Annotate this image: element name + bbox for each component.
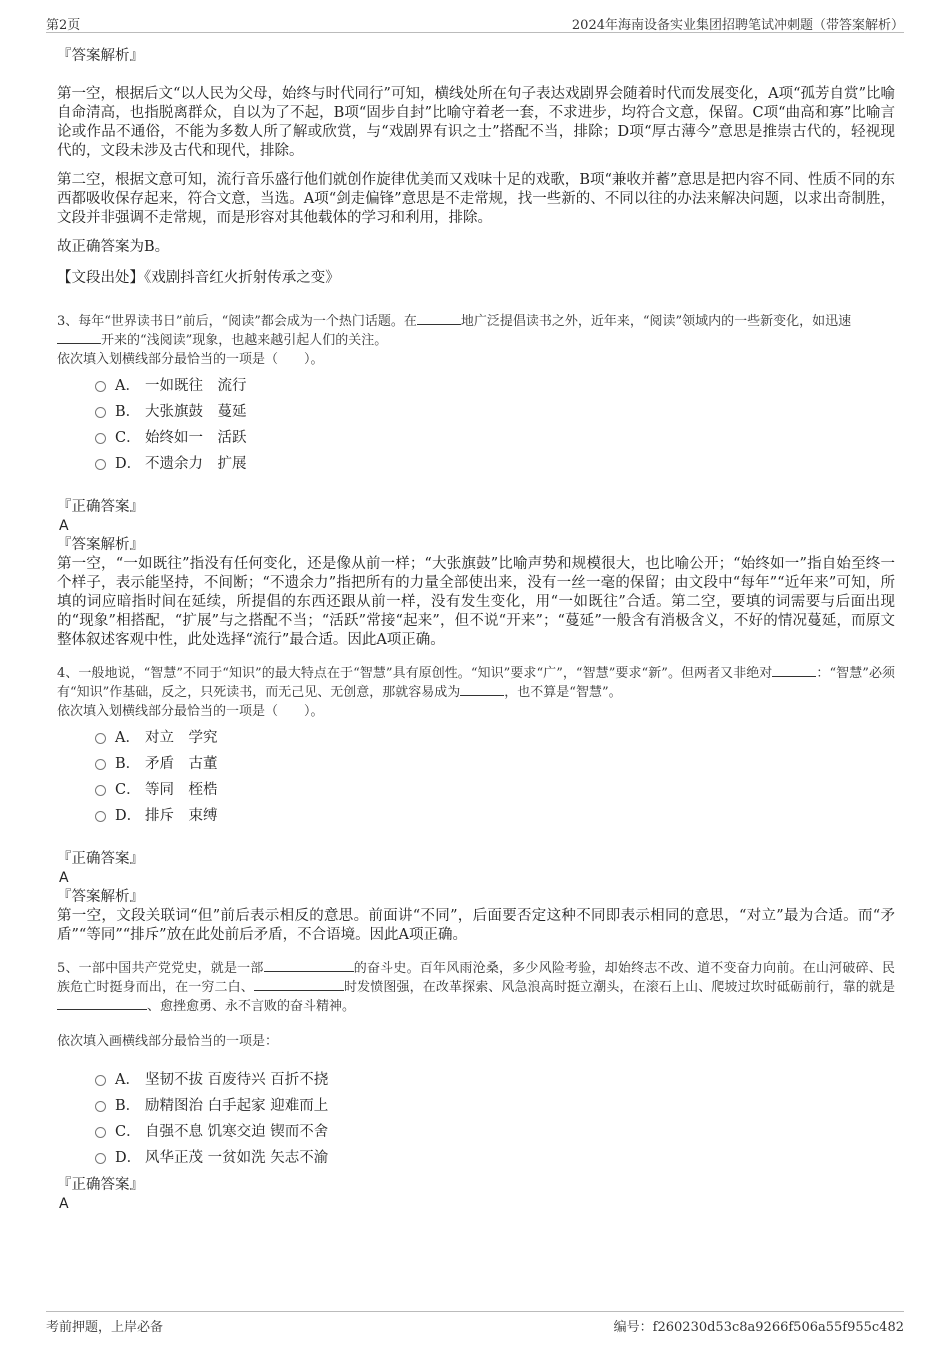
q3-question xyxy=(57,312,895,350)
q4-option-b[interactable]: B． 矛盾 古董 xyxy=(95,749,895,775)
q4-analysis: 第一空，文段关联词“但”前后表示相反的意思。前面讲“不同”，后面要否定这种不同即表示相同的意思，“对立”最为合适。而“矛盾”“等同”“排斥”放在此处前后矛盾，不合语境。因此A项正确。 xyxy=(57,908,895,943)
q5-answer: A xyxy=(59,1196,69,1212)
radio-icon[interactable] xyxy=(95,1075,106,1086)
q5-text-d: 、愈挫愈勇、永不言败的奋斗精神。 xyxy=(147,999,356,1014)
page-number: 第2页 xyxy=(46,18,81,33)
q3-option-d[interactable]: D． 不遗余力 扩展 xyxy=(95,449,895,475)
document-code: 编号：f260230d53c8a9266f506a55f955c482 xyxy=(613,1320,904,1335)
radio-icon[interactable] xyxy=(95,785,106,796)
q5-option-d[interactable]: D． 风华正茂 一贫如洗 矢志不渝 xyxy=(95,1143,895,1169)
radio-icon[interactable] xyxy=(95,433,106,444)
radio-icon[interactable] xyxy=(95,459,106,470)
q4-analysis-label: 『答案解析』 xyxy=(57,889,144,905)
q2-analysis-label: 『答案解析』 xyxy=(57,48,144,64)
q4-option-a[interactable]: A． 对立 学究 xyxy=(95,723,895,749)
q5-question xyxy=(57,959,895,1016)
q3-option-a[interactable]: A． 一如既往 流行 xyxy=(95,371,895,397)
radio-icon[interactable] xyxy=(95,381,106,392)
q3-answer-label: 『正确答案』 xyxy=(57,499,144,515)
radio-icon[interactable] xyxy=(95,811,106,822)
q3-text-c: 开来的“浅阅读”现象，也越来越引起人们的关注。 xyxy=(101,333,388,348)
q3-text-a: 3、每年“世界读书日”前后，“阅读”都会成为一个热门话题。在 xyxy=(57,314,417,329)
q2-source: 【文段出处】《戏剧抖音红火折射传承之变》 xyxy=(57,270,340,286)
radio-icon[interactable] xyxy=(95,1101,106,1112)
q2-conclusion: 故正确答案为B。 xyxy=(57,239,170,255)
q3-text-b: 地广泛提倡读书之外，近年来，“阅读”领域内的一些新变化，如迅速 xyxy=(460,314,852,329)
q4-text-b: ：“智慧”必须有“知识”作基础，反之，只死读书，而无己见、无创意，那就容易成为 xyxy=(57,666,895,700)
q3-blank-1 xyxy=(417,312,461,325)
q5-option-c[interactable]: C． 自强不息 饥寒交迫 锲而不舍 xyxy=(95,1117,895,1143)
q4-blank-2 xyxy=(460,683,504,696)
q5-blank-3 xyxy=(57,997,147,1010)
footer-slogan: 考前押题，上岸必备 xyxy=(46,1320,164,1335)
q5-text-a: 5、一部中国共产党党史，就是一部 xyxy=(57,961,264,976)
q5-options xyxy=(57,1065,895,1169)
q4-options xyxy=(57,723,895,827)
q3-option-b[interactable]: B． 大张旗鼓 蔓延 xyxy=(95,397,895,423)
q4-text-c: ，也不算是“智慧”。 xyxy=(504,685,622,700)
q3-answer: A xyxy=(59,518,69,534)
q5-option-b[interactable]: B． 励精图治 白手起家 迎难而上 xyxy=(95,1091,895,1117)
q4-text-a: 4、一般地说，“智慧”不同于“知识”的最大特点在于“智慧”具有原创性。“知识”要求“广”，“智慧”要求“新”。但两者又非绝对 xyxy=(57,666,773,681)
q3-analysis: 第一空，“一如既往”指没有任何变化，还是像从前一样；“大张旗鼓”比喻声势和规模很大，也比喻公开；“始终如一”指自始至终一个样子，表示能坚持，不间断；“不遗余力”指把所有的力量全部使出来，没有一丝一毫的保留；由文段中“每年”“近年来”可知，所填的词应暗指时间在延续，所提倡的东西还跟从前一样，没有发生变化，用“一如既往”合适。第二空，要填的词需要与后面出现的“现象”相搭配，“扩展”与之搭配不当；“活跃”常接“起来”，但不说“开来”；“蔓延”一般含有消极含义，不好的情况蔓延，而原文整体叙述客观中性，此处选择“流行”最合适。因此A项正确。 xyxy=(57,556,895,648)
page-footer xyxy=(46,1311,904,1334)
q4-option-d[interactable]: D． 排斥 束缚 xyxy=(95,801,895,827)
q4-question xyxy=(57,664,895,702)
q4-prompt: 依次填入划横线部分最恰当的一项是（ ）。 xyxy=(57,704,324,719)
page-content xyxy=(57,40,895,1213)
q3-options xyxy=(57,371,895,475)
q4-answer-label: 『正确答案』 xyxy=(57,851,144,867)
q5-answer-label: 『正确答案』 xyxy=(57,1177,144,1193)
radio-icon[interactable] xyxy=(95,759,106,770)
q4-option-c[interactable]: C． 等同 桎梏 xyxy=(95,775,895,801)
radio-icon[interactable] xyxy=(95,733,106,744)
q3-analysis-label: 『答案解析』 xyxy=(57,537,144,553)
q3-prompt: 依次填入划横线部分最恰当的一项是（ ）。 xyxy=(57,352,324,367)
q2-analysis-p2: 第二空，根据文意可知，流行音乐盛行他们就创作旋律优美而又戏味十足的戏歌，B项“兼收并蓄”意思是把内容不同、性质不同的东西都吸收保存起来，符合文意，当选。A项“剑走偏锋”意思是不走常规，找一些新的、不同以往的办法来解决问题，以求出奇制胜，文段并非强调不走常规，而是形容对其他载体的学习和利用，排除。 xyxy=(57,172,895,226)
q4-answer: A xyxy=(59,870,69,886)
radio-icon[interactable] xyxy=(95,1153,106,1164)
q2-analysis-p1: 第一空，根据后文“以人民为父母，始终与时代同行”可知，横线处所在句子表达戏剧界会随着时代而发展变化，A项“孤芳自赏”比喻自命清高，也指脱离群众，自以为了不起，B项“固步自封”比喻守着老一套，不求进步，均符合文意，保留。C项“曲高和寡”比喻言论或作品不通俗，不能为多数人所了解或欣赏，与“戏剧界有识之士”搭配不当，排除；D项“厚古薄今”意思是推崇古代的，轻视现代的，文段未涉及古代和现代，排除。 xyxy=(57,86,895,159)
q3-option-c[interactable]: C． 始终如一 活跃 xyxy=(95,423,895,449)
radio-icon[interactable] xyxy=(95,407,106,418)
page-header xyxy=(46,12,904,33)
q5-blank-1 xyxy=(264,959,354,972)
q5-option-a[interactable]: A． 坚韧不拔 百废待兴 百折不挠 xyxy=(95,1065,895,1091)
q3-blank-2 xyxy=(57,331,101,344)
document-title: 2024年海南设备实业集团招聘笔试冲刺题（带答案解析） xyxy=(571,18,904,33)
q5-prompt: 依次填入画横线部分最恰当的一项是： xyxy=(57,1034,279,1049)
radio-icon[interactable] xyxy=(95,1127,106,1138)
q5-text-b: 的奋斗史。百年风雨沧桑，多少风险考验，却始终志不改、道不变奋力向前。在山河破碎、民族危亡时挺身而出，在一穷二白、 xyxy=(57,961,895,995)
q5-text-c: 时发愤图强，在改革探索、风急浪高时挺立潮头，在滚石上山、爬坡过坎时砥砺前行，靠的就是 xyxy=(343,980,895,995)
q4-blank-1 xyxy=(772,664,816,677)
q5-blank-2 xyxy=(254,978,344,991)
